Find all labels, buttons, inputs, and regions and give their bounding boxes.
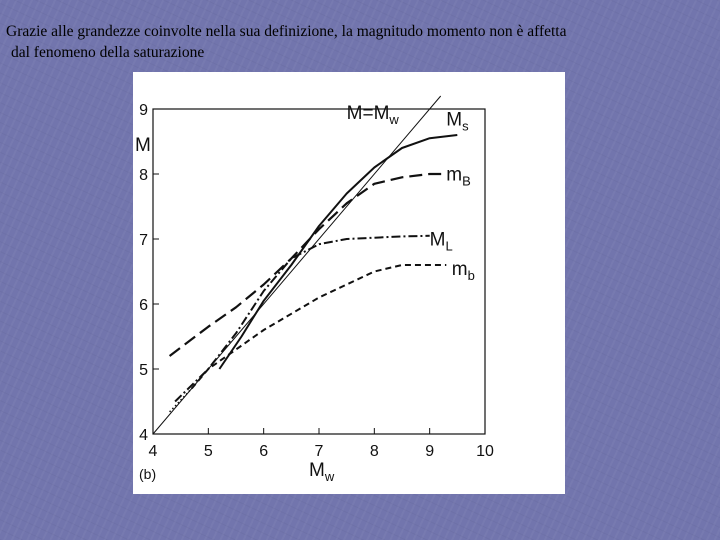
- y-axis-label: M: [135, 135, 151, 156]
- y-tick-label: 4: [139, 427, 148, 444]
- y-tick-label: 9: [139, 102, 148, 119]
- x-tick-label: 10: [476, 443, 494, 460]
- slide-body-text: [6, 21, 706, 63]
- series-line-1: [219, 135, 457, 369]
- y-tick-label: 5: [139, 362, 148, 379]
- series-line-0: [153, 96, 441, 434]
- magnitude-chart: [133, 72, 565, 494]
- slide-text-line-1: Grazie alle grandezze coinvolte nella sua definizione, la magnitudo momento non è affetta: [6, 23, 567, 40]
- series-label-2: $m_B$: [446, 164, 471, 189]
- x-tick-label: 8: [369, 443, 379, 460]
- series-line-4: [192, 265, 447, 389]
- x-tick-label: 7: [314, 443, 324, 460]
- y-tick-label: 7: [139, 232, 148, 249]
- x-tick-label: 4: [148, 443, 158, 460]
- series-label-0: $M=M_w$: [346, 102, 399, 127]
- panel-label: (b): [139, 466, 157, 482]
- x-tick-label: 5: [203, 443, 213, 460]
- series-label-3: $M_L$: [429, 229, 453, 254]
- y-tick-label: 6: [139, 297, 148, 314]
- magnitude-saturation-figure: [133, 72, 565, 494]
- series-label-1: $M_s$: [446, 109, 469, 134]
- series-line-3: [175, 236, 430, 402]
- x-axis-label: $M_w$: [309, 460, 335, 484]
- series-line-2: [170, 174, 447, 356]
- slide-text-line-2: dal fenomeno della saturazione: [11, 44, 205, 61]
- x-tick-label: 6: [259, 443, 269, 460]
- x-tick-label: 9: [425, 443, 435, 460]
- y-tick-label: 8: [139, 167, 148, 184]
- plot-frame: [153, 109, 485, 434]
- series-label-4: $m_b$: [451, 258, 475, 283]
